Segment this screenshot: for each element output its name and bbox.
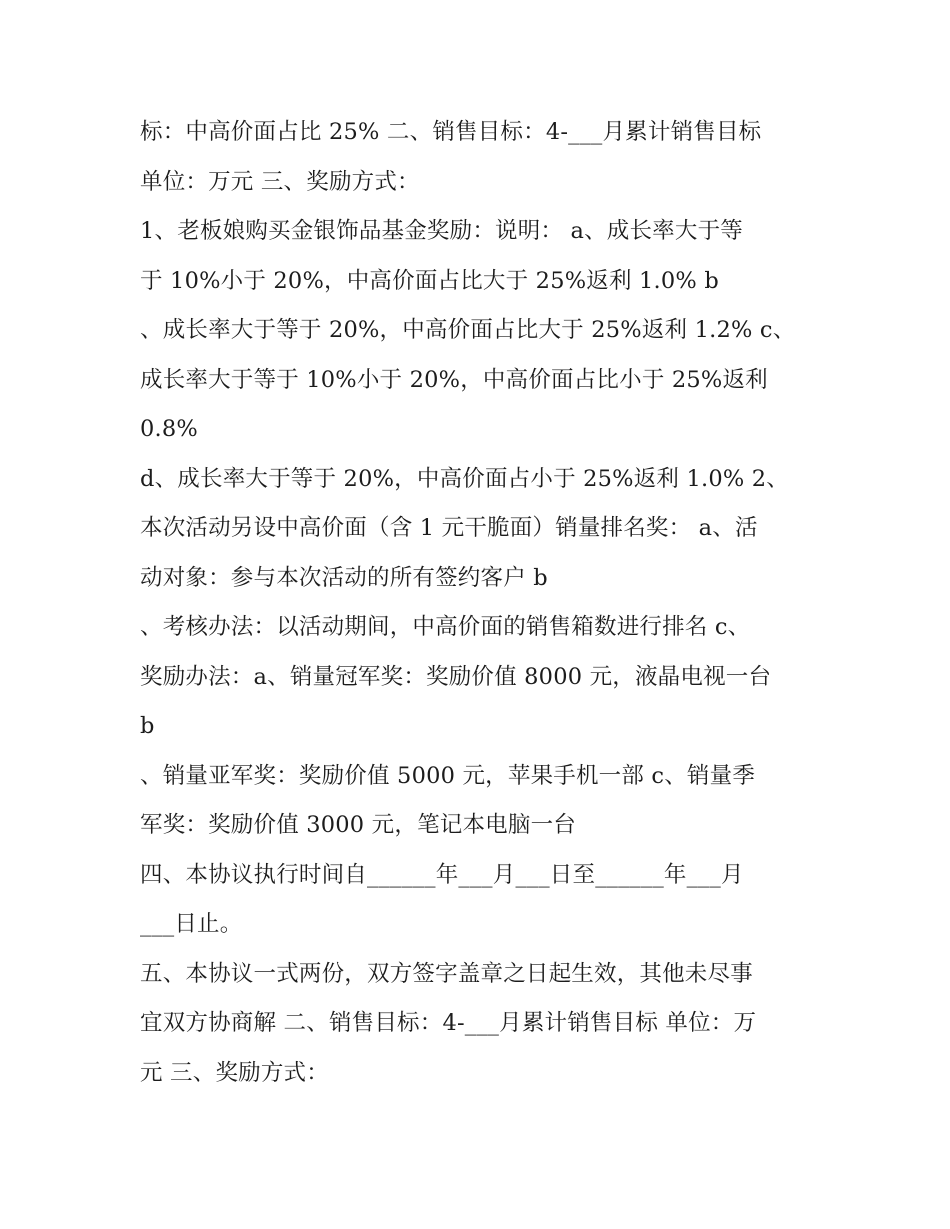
text-line: 成长率大于等于 10%小于 20%，中高价面占比小于 25%返利 — [140, 366, 768, 393]
text-line: 奖励办法：a、销量冠军奖：奖励价值 8000 元，液晶电视一台 — [140, 663, 772, 690]
text-line: 军奖：奖励价值 3000 元，笔记本电脑一台 — [140, 812, 576, 838]
text-line: 本次活动另设中高价面（含 1 元干脆面）销量排名奖： a、活 — [140, 515, 758, 541]
text-line: 、销量亚军奖：奖励价值 5000 元，苹果手机一部 c、销量季 — [140, 762, 756, 789]
text-line: 于 10%小于 20%，中高价面占比大于 25%返利 1.0% b — [140, 267, 719, 294]
text-line: b — [140, 713, 155, 739]
text-line: 元 三、奖励方式： — [140, 1059, 329, 1086]
text-line: 1、老板娘购买金银饰品基金奖励：说明： a、成长率大于等 — [140, 218, 743, 244]
text-line: 四、本协议执行时间自______年___月___日至______年___月 — [140, 861, 744, 888]
text-line: ___日止。 — [140, 911, 243, 937]
text-line: 0.8% — [140, 416, 198, 442]
text-line: 单位：万元 三、奖励方式： — [140, 168, 420, 195]
text-line: 、成长率大于等于 20%，中高价面占比大于 25%返利 1.2% c、 — [140, 317, 796, 343]
text-line: 、考核办法：以活动期间，中高价面的销售箱数进行排名 c、 — [140, 614, 751, 640]
text-line: 宜双方协商解 二、销售目标：4-___月累计销售目标 单位：万 — [140, 1010, 757, 1036]
text-line: 动对象：参与本次活动的所有签约客户 b — [140, 564, 548, 591]
text-line: 标：中高价面占比 25% 二、销售目标：4-___月累计销售目标 — [140, 119, 762, 145]
text-line: 五、本协议一式两份，双方签字盖章之日起生效，其他未尽事 — [140, 960, 753, 987]
text-line: d、成长率大于等于 20%，中高价面占小于 25%返利 1.0% 2、 — [140, 465, 790, 492]
document-body — [140, 108, 820, 1098]
